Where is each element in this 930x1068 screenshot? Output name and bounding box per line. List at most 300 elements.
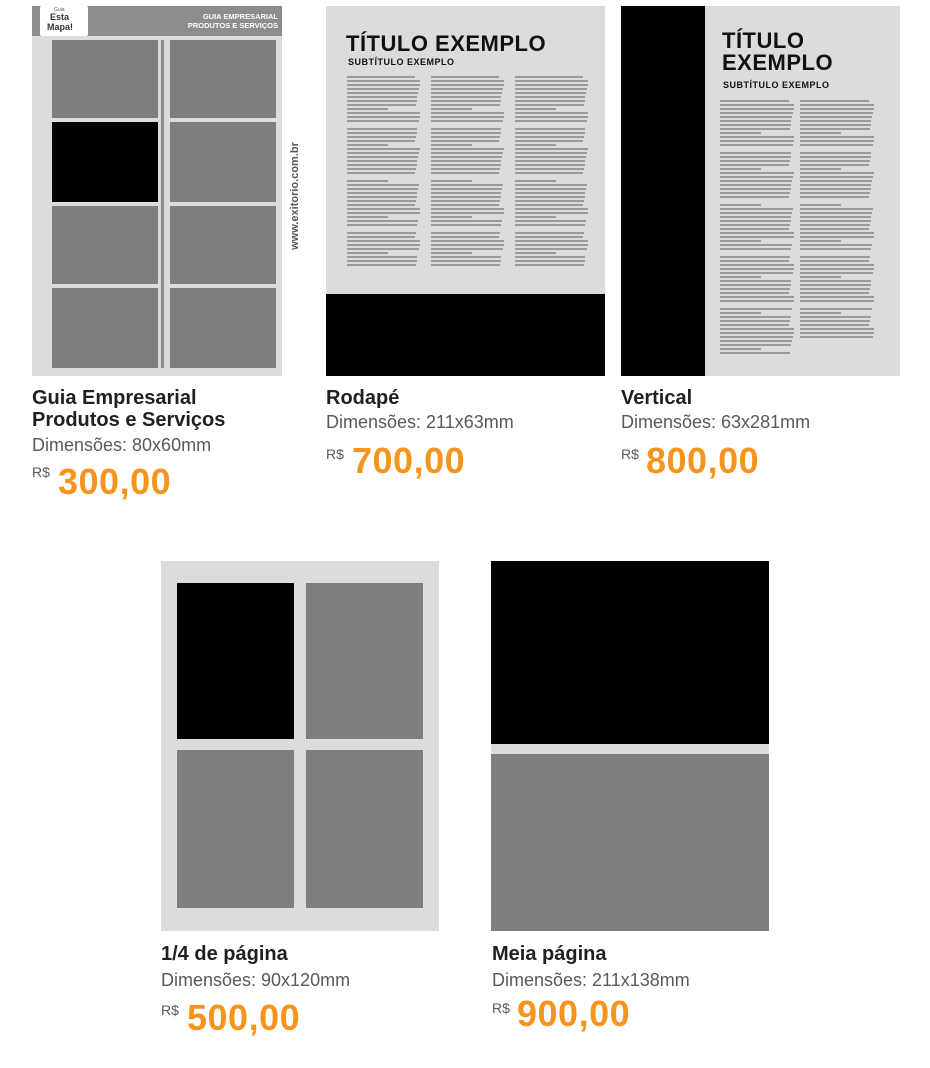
guia-url: www.exitorio.com.br xyxy=(289,142,301,250)
placeholder-text-line xyxy=(431,252,472,254)
placeholder-text-line xyxy=(720,268,794,270)
ad-dimensions: Dimensões: 80x60mm xyxy=(32,435,212,455)
placeholder-text-line xyxy=(800,308,872,310)
placeholder-text-line xyxy=(431,184,503,186)
placeholder-text-line xyxy=(515,112,588,114)
placeholder-text-line xyxy=(720,168,761,170)
placeholder-text-line xyxy=(347,84,420,86)
placeholder-text-line xyxy=(431,136,500,138)
placeholder-text-line xyxy=(347,160,417,162)
placeholder-text-line xyxy=(800,220,871,222)
placeholder-text-line xyxy=(800,128,870,130)
placeholder-text-line xyxy=(800,336,873,338)
placeholder-text-line xyxy=(515,104,584,106)
placeholder-text-line xyxy=(347,136,416,138)
placeholder-text-line xyxy=(515,108,556,110)
placeholder-text-line xyxy=(720,140,794,142)
placeholder-text-line xyxy=(800,104,874,106)
placeholder-text-line xyxy=(800,196,869,198)
placeholder-text-line xyxy=(347,112,420,114)
guia-slot xyxy=(52,288,158,368)
placeholder-text-line xyxy=(800,256,870,258)
placeholder-text-line xyxy=(515,224,585,226)
placeholder-text-line xyxy=(515,96,585,98)
placeholder-text-line xyxy=(720,352,790,354)
placeholder-text-line xyxy=(800,160,870,162)
placeholder-text-line xyxy=(800,120,871,122)
placeholder-text-line xyxy=(800,292,869,294)
placeholder-text-line xyxy=(720,280,791,282)
placeholder-text-line xyxy=(800,204,841,206)
placeholder-text-line xyxy=(720,244,792,246)
placeholder-text-line xyxy=(347,92,418,94)
placeholder-text-line xyxy=(720,208,793,210)
placeholder-text-line xyxy=(347,180,388,182)
placeholder-text-line xyxy=(720,128,790,130)
placeholder-text-line xyxy=(800,244,872,246)
placeholder-text-line xyxy=(800,296,874,298)
placeholder-text-line xyxy=(431,256,501,258)
placeholder-text-line xyxy=(515,168,584,170)
half-slot xyxy=(491,754,769,931)
placeholder-text-line xyxy=(515,200,584,202)
guia-logo xyxy=(40,6,88,36)
placeholder-text-line xyxy=(515,120,587,122)
placeholder-text-line xyxy=(515,140,583,142)
placeholder-text-line xyxy=(515,196,585,198)
guia-slot xyxy=(52,40,158,118)
placeholder-text-line xyxy=(800,320,870,322)
currency-symbol: R$ xyxy=(621,446,639,462)
placeholder-text-line xyxy=(800,116,872,118)
placeholder-text-line xyxy=(431,140,499,142)
ad-name: Vertical xyxy=(621,387,693,409)
sample-title-line1: TÍTULO xyxy=(722,28,805,53)
ad-dimensions: Dimensões: 63x281mm xyxy=(621,412,811,432)
sample-subtitle: SUBTÍTULO EXEMPLO xyxy=(348,57,455,67)
placeholder-text-line xyxy=(720,104,794,106)
placeholder-text-line xyxy=(515,180,556,182)
ad-price: 700,00 xyxy=(352,440,466,481)
placeholder-text-line xyxy=(515,84,588,86)
placeholder-text-line xyxy=(800,108,874,110)
placeholder-text-line xyxy=(347,196,417,198)
placeholder-text-line xyxy=(347,108,388,110)
placeholder-text-line xyxy=(431,168,500,170)
guia-logo-line2: Mapa! xyxy=(47,22,74,32)
placeholder-text-line xyxy=(720,180,792,182)
placeholder-text-line xyxy=(431,100,501,102)
quarter-slot xyxy=(306,583,423,739)
placeholder-text-line xyxy=(720,236,794,238)
guia-slot xyxy=(170,206,276,284)
guia-logo-line1: Esta xyxy=(50,12,70,22)
placeholder-text-line xyxy=(347,248,419,250)
placeholder-text-line xyxy=(800,248,871,250)
placeholder-text-line xyxy=(431,192,501,194)
ad-price: 900,00 xyxy=(517,993,631,1034)
placeholder-text-line xyxy=(431,236,499,238)
placeholder-text-line xyxy=(720,228,789,230)
placeholder-text-line xyxy=(720,216,791,218)
placeholder-text-line xyxy=(515,256,585,258)
placeholder-text-line xyxy=(431,80,504,82)
placeholder-text-line xyxy=(347,164,417,166)
placeholder-text-line xyxy=(515,208,588,210)
placeholder-text-line xyxy=(347,200,416,202)
placeholder-text-line xyxy=(515,88,587,90)
placeholder-text-line xyxy=(720,220,791,222)
placeholder-text-line xyxy=(347,232,416,234)
placeholder-text-line xyxy=(347,224,417,226)
placeholder-text-line xyxy=(720,264,794,266)
placeholder-text-line xyxy=(347,212,420,214)
placeholder-text-line xyxy=(720,124,791,126)
placeholder-text-line xyxy=(800,112,873,114)
placeholder-text-line xyxy=(720,340,792,342)
placeholder-text-line xyxy=(431,152,503,154)
placeholder-text-line xyxy=(800,180,872,182)
placeholder-text-line xyxy=(720,108,794,110)
placeholder-text-line xyxy=(515,236,583,238)
placeholder-text-line xyxy=(431,244,504,246)
placeholder-text-line xyxy=(515,204,583,206)
text-column xyxy=(347,76,421,268)
guia-slot-highlight xyxy=(52,122,158,202)
placeholder-text-line xyxy=(431,132,501,134)
placeholder-text-line xyxy=(800,208,873,210)
placeholder-text-line xyxy=(431,208,504,210)
ad-dimensions: Dimensões: 211x63mm xyxy=(326,412,514,432)
placeholder-text-line xyxy=(800,284,871,286)
placeholder-text-line xyxy=(347,100,417,102)
placeholder-text-line xyxy=(720,172,794,174)
placeholder-text-line xyxy=(800,276,841,278)
placeholder-text-line xyxy=(347,116,420,118)
placeholder-text-line xyxy=(347,208,420,210)
placeholder-text-line xyxy=(720,288,790,290)
placeholder-text-line xyxy=(515,264,584,266)
ad-dimensions: Dimensões: 211x138mm xyxy=(492,970,690,990)
placeholder-text-line xyxy=(515,156,586,158)
placeholder-text-line xyxy=(800,192,870,194)
placeholder-text-line xyxy=(720,308,792,310)
text-column xyxy=(720,100,795,362)
sample-subtitle: SUBTÍTULO EXEMPLO xyxy=(723,80,830,90)
placeholder-text-line xyxy=(800,264,874,266)
placeholder-text-line xyxy=(720,112,793,114)
placeholder-text-line xyxy=(720,300,794,302)
placeholder-text-line xyxy=(515,132,585,134)
placeholder-text-line xyxy=(431,212,504,214)
placeholder-text-line xyxy=(720,144,793,146)
placeholder-text-line xyxy=(347,120,419,122)
placeholder-text-line xyxy=(347,144,388,146)
placeholder-text-line xyxy=(720,260,789,262)
placeholder-text-line xyxy=(800,312,841,314)
placeholder-text-line xyxy=(800,288,870,290)
ad-price: 300,00 xyxy=(58,461,172,502)
placeholder-text-line xyxy=(515,160,585,162)
placeholder-text-line xyxy=(720,256,790,258)
placeholder-text-line xyxy=(800,124,871,126)
placeholder-text-line xyxy=(800,332,874,334)
placeholder-text-line xyxy=(515,240,588,242)
placeholder-text-line xyxy=(347,192,417,194)
placeholder-text-line xyxy=(720,120,791,122)
placeholder-text-line xyxy=(800,224,870,226)
placeholder-text-line xyxy=(515,172,583,174)
placeholder-text-line xyxy=(347,188,418,190)
quarter-ad-area xyxy=(177,583,294,739)
placeholder-text-line xyxy=(720,132,761,134)
placeholder-text-line xyxy=(431,240,504,242)
placeholder-text-line xyxy=(720,100,789,102)
placeholder-text-line xyxy=(800,280,871,282)
placeholder-text-line xyxy=(720,276,761,278)
placeholder-text-line xyxy=(720,328,794,330)
placeholder-text-line xyxy=(431,260,501,262)
placeholder-text-line xyxy=(347,80,420,82)
placeholder-text-line xyxy=(720,240,761,242)
placeholder-text-line xyxy=(800,216,871,218)
placeholder-text-line xyxy=(800,328,874,330)
placeholder-text-line xyxy=(515,92,586,94)
placeholder-text-line xyxy=(515,164,585,166)
placeholder-text-line xyxy=(347,168,416,170)
placeholder-text-line xyxy=(800,232,874,234)
placeholder-text-line xyxy=(431,188,502,190)
placeholder-text-line xyxy=(347,148,420,150)
placeholder-text-line xyxy=(515,252,556,254)
placeholder-text-line xyxy=(800,168,841,170)
ad-dimensions: Dimensões: 90x120mm xyxy=(161,970,351,990)
placeholder-text-line xyxy=(800,176,873,178)
placeholder-text-line xyxy=(347,140,415,142)
guia-logo-small: Guia xyxy=(54,7,65,13)
placeholder-text-line xyxy=(431,84,504,86)
placeholder-text-line xyxy=(800,316,871,318)
placeholder-text-line xyxy=(515,148,588,150)
placeholder-text-line xyxy=(720,248,791,250)
placeholder-text-line xyxy=(515,220,586,222)
placeholder-text-line xyxy=(347,252,388,254)
placeholder-text-line xyxy=(431,116,504,118)
placeholder-text-line xyxy=(515,244,588,246)
placeholder-text-line xyxy=(431,220,502,222)
placeholder-text-line xyxy=(347,204,415,206)
placeholder-text-line xyxy=(431,196,501,198)
placeholder-text-line xyxy=(431,232,500,234)
placeholder-text-line xyxy=(347,88,419,90)
placeholder-text-line xyxy=(431,128,501,130)
placeholder-text-line xyxy=(720,164,789,166)
placeholder-text-line xyxy=(515,80,588,82)
ad-name: Meia página xyxy=(492,943,607,965)
placeholder-text-line xyxy=(720,312,761,314)
rodape-ad-area xyxy=(326,294,605,376)
placeholder-text-line xyxy=(800,156,871,158)
guia-header-title-2: PRODUTOS E SERVIÇOS xyxy=(187,21,278,30)
placeholder-text-line xyxy=(515,184,587,186)
quarter-slot xyxy=(306,750,423,908)
sample-title-line2: EXEMPLO xyxy=(722,50,834,75)
placeholder-text-line xyxy=(431,224,501,226)
placeholder-text-line xyxy=(431,96,501,98)
ad-price: 800,00 xyxy=(646,440,760,481)
placeholder-text-line xyxy=(347,172,415,174)
placeholder-text-line xyxy=(800,240,841,242)
placeholder-text-line xyxy=(347,156,418,158)
placeholder-text-line xyxy=(800,228,869,230)
placeholder-text-line xyxy=(800,268,874,270)
placeholder-text-line xyxy=(720,316,791,318)
placeholder-text-line xyxy=(800,184,871,186)
placeholder-text-line xyxy=(800,132,841,134)
sample-title: TÍTULO EXEMPLO xyxy=(346,31,547,56)
placeholder-text-line xyxy=(515,248,587,250)
placeholder-text-line xyxy=(515,116,588,118)
ad-name: Rodapé xyxy=(326,387,400,409)
text-column xyxy=(431,76,505,268)
placeholder-text-line xyxy=(515,232,584,234)
placeholder-text-line xyxy=(800,140,874,142)
guia-slot xyxy=(52,206,158,284)
placeholder-text-line xyxy=(800,188,871,190)
placeholder-text-line xyxy=(515,136,584,138)
placeholder-text-line xyxy=(431,148,504,150)
placeholder-text-line xyxy=(720,188,791,190)
currency-symbol: R$ xyxy=(492,1000,510,1016)
placeholder-text-line xyxy=(720,204,761,206)
placeholder-text-line xyxy=(347,264,416,266)
placeholder-text-line xyxy=(347,256,417,258)
guia-header-title-1: GUIA EMPRESARIAL xyxy=(202,12,278,21)
placeholder-text-line xyxy=(431,104,500,106)
placeholder-text-line xyxy=(431,216,472,218)
placeholder-text-line xyxy=(431,200,500,202)
placeholder-text-line xyxy=(515,188,586,190)
placeholder-text-line xyxy=(800,136,874,138)
placeholder-text-line xyxy=(431,88,503,90)
vertical-ad-area xyxy=(621,6,705,376)
placeholder-text-line xyxy=(347,184,419,186)
placeholder-text-line xyxy=(431,108,472,110)
placeholder-text-line xyxy=(720,212,792,214)
currency-symbol: R$ xyxy=(326,446,344,462)
placeholder-text-line xyxy=(720,152,791,154)
half-ad-area xyxy=(491,561,769,744)
guia-column-divider xyxy=(161,40,164,368)
ad-name-line1: Guia Empresarial xyxy=(32,387,197,409)
currency-symbol: R$ xyxy=(161,1002,179,1018)
guia-slot xyxy=(170,122,276,202)
placeholder-text-line xyxy=(515,128,585,130)
placeholder-text-line xyxy=(720,344,791,346)
text-column xyxy=(515,76,589,268)
placeholder-text-line xyxy=(720,272,793,274)
placeholder-text-line xyxy=(347,220,418,222)
quarter-slot xyxy=(177,750,294,908)
placeholder-text-line xyxy=(347,152,419,154)
placeholder-text-line xyxy=(347,260,417,262)
placeholder-text-line xyxy=(800,324,869,326)
placeholder-text-line xyxy=(720,336,793,338)
placeholder-text-line xyxy=(347,244,420,246)
guia-slot xyxy=(170,288,276,368)
placeholder-text-line xyxy=(347,128,417,130)
placeholder-text-line xyxy=(720,232,794,234)
placeholder-text-line xyxy=(347,132,417,134)
placeholder-text-line xyxy=(720,116,792,118)
placeholder-text-line xyxy=(431,248,503,250)
placeholder-text-line xyxy=(720,292,789,294)
placeholder-text-line xyxy=(720,224,790,226)
placeholder-text-line xyxy=(431,180,472,182)
placeholder-text-line xyxy=(347,76,415,78)
placeholder-text-line xyxy=(515,144,556,146)
placeholder-text-line xyxy=(720,196,789,198)
placeholder-text-line xyxy=(720,184,791,186)
placeholder-text-line xyxy=(431,120,503,122)
placeholder-text-line xyxy=(347,96,417,98)
placeholder-text-line xyxy=(720,136,794,138)
placeholder-text-line xyxy=(720,192,790,194)
placeholder-text-line xyxy=(431,156,502,158)
placeholder-text-line xyxy=(515,216,556,218)
placeholder-text-line xyxy=(515,192,585,194)
ad-price: 500,00 xyxy=(187,997,301,1038)
ad-name-line2: Produtos e Serviços xyxy=(32,409,226,431)
placeholder-text-line xyxy=(800,260,869,262)
placeholder-text-line xyxy=(720,160,790,162)
guia-slot xyxy=(170,40,276,118)
placeholder-text-line xyxy=(800,236,874,238)
placeholder-text-line xyxy=(800,164,869,166)
placeholder-text-line xyxy=(431,76,499,78)
placeholder-text-line xyxy=(720,332,794,334)
placeholder-text-line xyxy=(431,264,500,266)
text-column xyxy=(800,100,875,342)
placeholder-text-line xyxy=(347,104,416,106)
placeholder-text-line xyxy=(720,296,794,298)
placeholder-text-line xyxy=(431,204,499,206)
placeholder-text-line xyxy=(515,76,583,78)
placeholder-text-line xyxy=(800,300,874,302)
placeholder-text-line xyxy=(720,320,790,322)
placeholder-text-line xyxy=(800,172,874,174)
placeholder-text-line xyxy=(800,212,872,214)
placeholder-text-line xyxy=(800,152,871,154)
placeholder-text-line xyxy=(347,236,415,238)
placeholder-text-line xyxy=(800,272,873,274)
placeholder-text-line xyxy=(800,100,869,102)
placeholder-text-line xyxy=(431,172,499,174)
placeholder-text-line xyxy=(515,212,588,214)
placeholder-text-line xyxy=(515,152,587,154)
placeholder-text-line xyxy=(347,240,420,242)
placeholder-text-line xyxy=(431,144,472,146)
placeholder-text-line xyxy=(431,92,502,94)
placeholder-text-line xyxy=(720,348,761,350)
placeholder-text-line xyxy=(515,100,585,102)
placeholder-text-line xyxy=(347,216,388,218)
placeholder-text-line xyxy=(720,324,789,326)
placeholder-text-line xyxy=(431,160,501,162)
placeholder-text-line xyxy=(515,260,585,262)
placeholder-text-line xyxy=(431,112,504,114)
placeholder-text-line xyxy=(720,284,791,286)
